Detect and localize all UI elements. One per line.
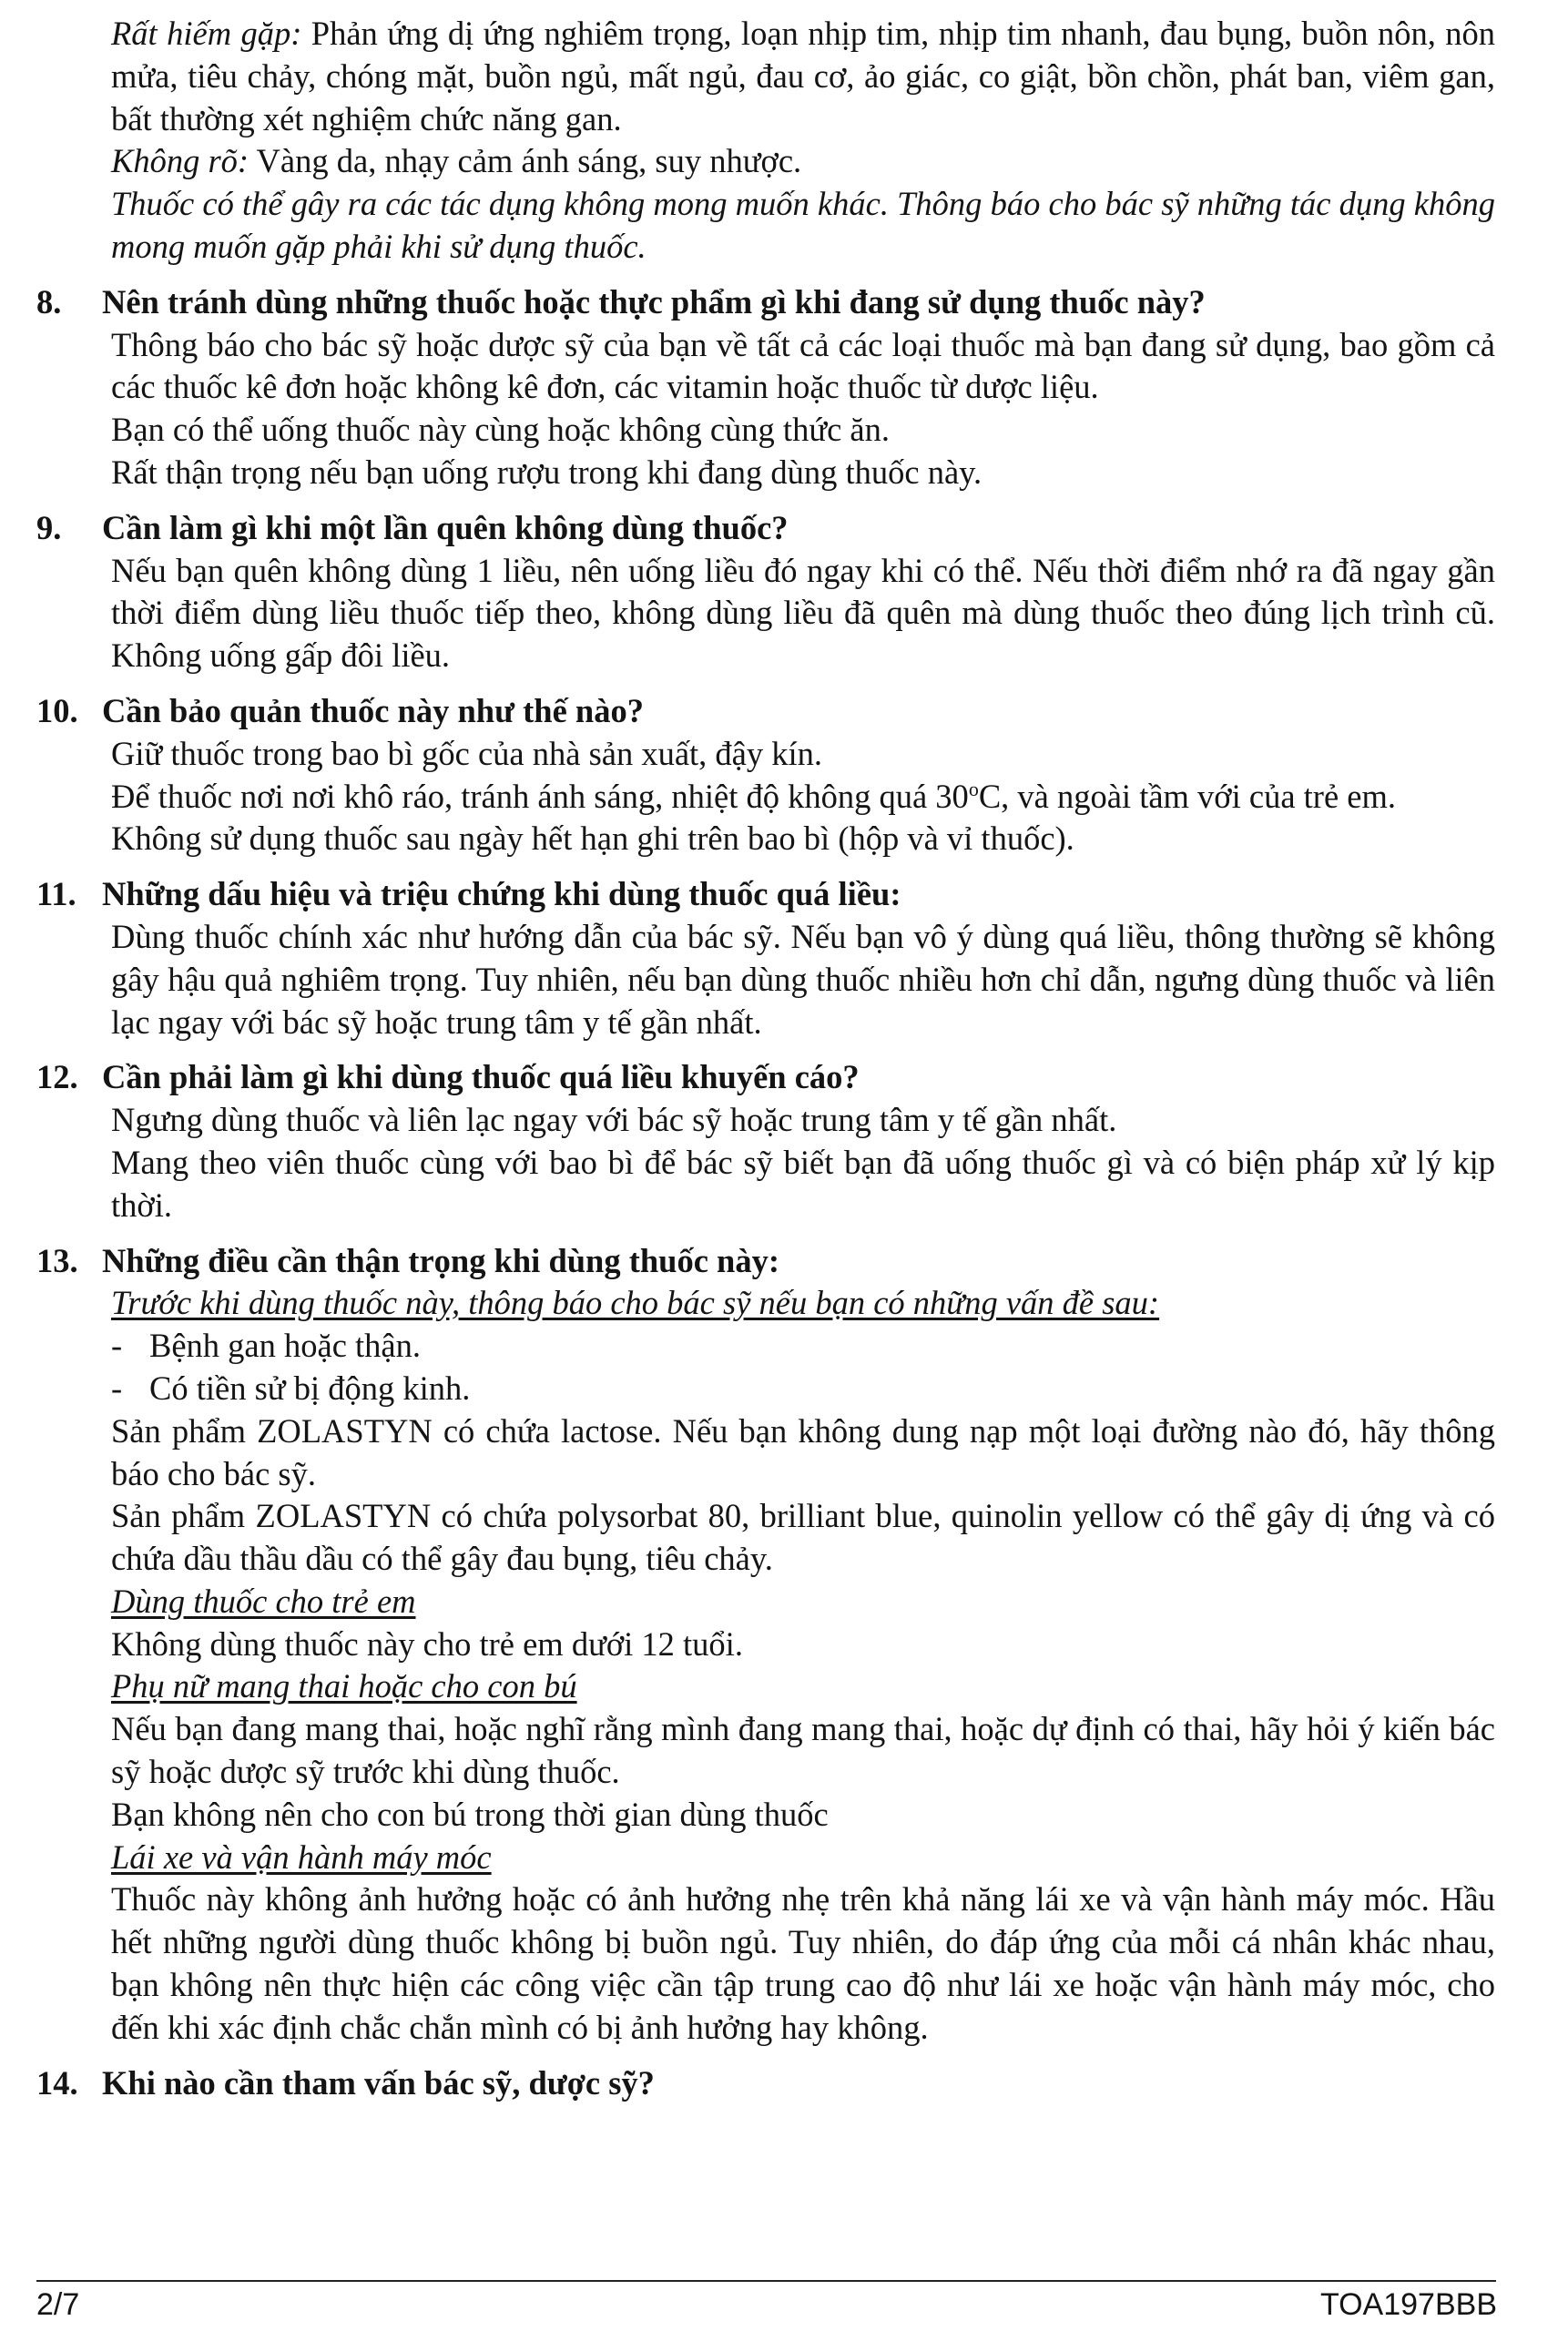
section-title: Cần làm gì khi một lần quên không dùng thuốc? (102, 508, 789, 546)
precautions-intro: Trước khi dùng thuốc này, thông báo cho bác sỹ nếu bạn có những vấn đề sau: (111, 1284, 1160, 1322)
paragraph: Sản phẩm ZOLASTYN có chứa lactose. Nếu bạn không dung nạp một loại đường nào đó, hãy thông báo cho bác sỹ. (111, 1411, 1495, 1492)
paragraph: Mang theo viên thuốc cùng với bao bì để bác sỹ biết bạn đã uống thuốc gì và có biện pháp xử lý kịp thời. (111, 1143, 1495, 1224)
footer-divider (36, 2280, 1496, 2282)
rare-text: Phản ứng dị ứng nghiêm trọng, loạn nhịp tim, nhịp tim nhanh, đau bụng, buồn nôn, nôn mửa, tiêu chảy, chóng mặt, buồn ngủ, mất ngủ, đau cơ, ảo giác, co giật, bồn chồn, phát ban, viêm gan, bất thường xét nghiệm chức năng gan. (111, 15, 1495, 137)
section-title: Cần bảo quản thuốc này như thế nào? (102, 691, 644, 729)
section-number: 8. (36, 282, 62, 321)
paragraph: Bạn không nên cho con bú trong thời gian dùng thuốc (111, 1795, 829, 1833)
paragraph: Nếu bạn đang mang thai, hoặc nghĩ rằng mình đang mang thai, hoặc dự định có thai, hãy hỏi ý kiến bác sỹ hoặc dược sỹ trước khi dùng thuốc. (111, 1710, 1495, 1791)
degree-superscript: o (968, 777, 979, 800)
subheading-driving: Lái xe và vận hành máy móc (111, 1837, 492, 1876)
paragraph: Không sử dụng thuốc sau ngày hết hạn ghi trên bao bì (hộp và vỉ thuốc). (111, 819, 1074, 858)
section-title: Cần phải làm gì khi dùng thuốc quá liều khuyến cáo? (102, 1058, 860, 1096)
section-number: 13. (36, 1241, 78, 1279)
unknown-effects-paragraph (111, 140, 1495, 183)
paragraph: Dùng thuốc chính xác như hướng dẫn của bác sỹ. Nếu bạn vô ý dùng quá liều, thông thường sẽ không gây hậu quả nghiêm trọng. Tuy nhiên, nếu bạn dùng thuốc nhiều hơn chỉ dẫn, ngưng dùng thuốc và liên lạc ngay với bác sỹ hoặc trung tâm y tế gần nhất. (111, 917, 1495, 1041)
section-9 (36, 507, 1495, 677)
paragraph: Nếu bạn quên không dùng 1 liều, nên uống liều đó ngay khi có thể. Nếu thời điểm nhớ ra đã ngay gần thời điểm dùng liều thuốc tiếp theo, không dùng liều đã quên mà dùng thuốc theo đúng lịch trình cũ. Không uống gấp đôi liều. (111, 551, 1495, 675)
paragraph: Bạn có thể uống thuốc này cùng hoặc không cùng thức ăn. (111, 411, 891, 449)
paragraph: Không dùng thuốc này cho trẻ em dưới 12 tuổi. (111, 1624, 743, 1663)
list-item (111, 1325, 1495, 1368)
section-number: 9. (36, 508, 62, 546)
unknown-text: Vàng da, nhạy cảm ánh sáng, suy nhược. (249, 142, 802, 180)
list-dash: - (111, 1327, 123, 1365)
paragraph (111, 776, 1495, 819)
section-title: Khi nào cần tham vấn bác sỹ, dược sỹ? (102, 2063, 655, 2102)
text: C, và ngoài tầm với của trẻ em. (978, 777, 1396, 815)
paragraph: Thuốc này không ảnh hưởng hoặc có ảnh hưởng nhẹ trên khả năng lái xe và vận hành máy móc. Hầu hết những người dùng thuốc không bị buồn ngủ. Tuy nhiên, do đáp ứng của mỗi cá nhân khác nhau, bạn không nên thực hiện các công việc cần tập trung cao độ như lái xe hoặc vận hành máy móc, cho đến khi xác định chắc chắn mình có bị ảnh hưởng hay không. (111, 1880, 1495, 2046)
page-number: 2/7 (36, 2287, 80, 2322)
list-item-text: Bệnh gan hoặc thận. (149, 1327, 421, 1365)
rare-label: Rất hiếm gặp: (111, 15, 302, 52)
subheading-pregnancy: Phụ nữ mang thai hoặc cho con bú (111, 1667, 577, 1705)
unknown-label: Không rõ: (111, 142, 249, 180)
section-title: Nên tránh dùng những thuốc hoặc thực phẩm gì khi đang sử dụng thuốc này? (102, 282, 1206, 321)
document-content (36, 13, 1495, 2104)
side-effects-note: Thuốc có thể gây ra các tác dụng không mong muốn khác. Thông báo cho bác sỹ những tác dụng không mong muốn gặp phải khi sử dụng thuốc. (111, 185, 1495, 265)
section-9-heading (36, 507, 1495, 550)
section-number: 14. (36, 2063, 78, 2102)
paragraph: Ngưng dùng thuốc và liên lạc ngay với bác sỹ hoặc trung tâm y tế gần nhất. (111, 1101, 1117, 1139)
document-code: TOA197BBB (1319, 2287, 1497, 2322)
section-number: 12. (36, 1058, 78, 1096)
list-dash: - (111, 1369, 123, 1407)
paragraph: Sản phẩm ZOLASTYN có chứa polysorbat 80, brilliant blue, quinolin yellow có thể gây dị ứng và có chứa dầu thầu dầu có thể gây đau bụng, tiêu chảy. (111, 1497, 1495, 1578)
rare-effects-paragraph (111, 13, 1495, 140)
paragraph: Thông báo cho bác sỹ hoặc dược sỹ của bạn về tất cả các loại thuốc mà bạn đang sử dụng, bao gồm cả các thuốc kê đơn hoặc không kê đơn, các vitamin hoặc thuốc từ dược liệu. (111, 325, 1495, 406)
list-item-text: Có tiền sử bị động kinh. (149, 1369, 471, 1407)
text: Để thuốc nơi nơi khô ráo, tránh ánh sáng, nhiệt độ không quá 30 (111, 777, 969, 815)
paragraph: Giữ thuốc trong bao bì gốc của nhà sản xuất, đậy kín. (111, 734, 823, 772)
section-12 (36, 1056, 1495, 1227)
section-8-heading (36, 281, 1495, 324)
section-10-heading (36, 690, 1495, 733)
section-14 (36, 2062, 1495, 2105)
section-11 (36, 873, 1495, 1043)
list-item (111, 1368, 1495, 1410)
section-11-heading (36, 873, 1495, 916)
section-13 (36, 1240, 1495, 2050)
section-14-heading (36, 2062, 1495, 2105)
section-number: 11. (36, 875, 76, 913)
section-title: Những điều cần thận trọng khi dùng thuốc này: (102, 1241, 780, 1279)
section-13-heading (36, 1240, 1495, 1283)
section-12-heading (36, 1056, 1495, 1099)
section-title: Những dấu hiệu và triệu chứng khi dùng thuốc quá liều: (102, 875, 901, 913)
subheading-children: Dùng thuốc cho trẻ em (111, 1582, 416, 1620)
section-8 (36, 281, 1495, 494)
section-number: 10. (36, 691, 78, 729)
paragraph: Rất thận trọng nếu bạn uống rượu trong khi đang dùng thuốc này. (111, 453, 983, 491)
section-10 (36, 690, 1495, 860)
